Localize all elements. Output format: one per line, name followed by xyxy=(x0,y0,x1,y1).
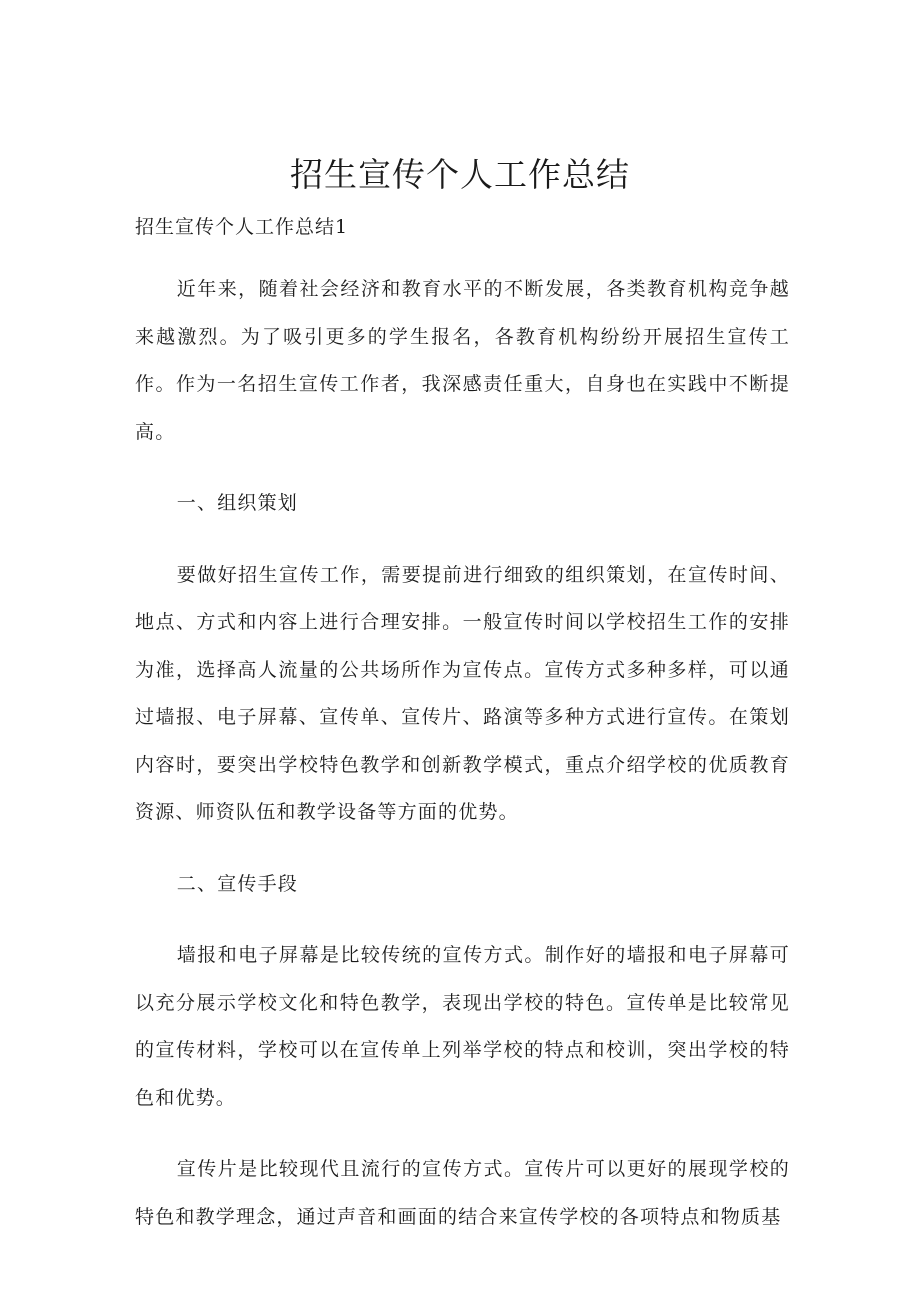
paragraph-methods-traditional: 墙报和电子屏幕是比较传统的宣传方式。制作好的墙报和电子屏幕可以充分展示学校文化和特色教学，表现出学校的特色。宣传单是比较常见的宣传材料，学校可以在宣传单上列举学校的特点和校训，突出学校的特色和优势。 xyxy=(135,944,790,1109)
paragraph-methods-video: 宣传片是比较现代且流行的宣传方式。宣传片可以更好的展现学校的特色和教学理念，通过声音和画面的结合来宣传学校的各项特点和物质基 xyxy=(135,1158,790,1228)
paragraph-planning: 要做好招生宣传工作，需要提前进行细致的组织策划，在宣传时间、地点、方式和内容上进行合理安排。一般宣传时间以学校招生工作的安排为准，选择高人流量的公共场所作为宣传点。宣传方式多种多样，可以通过墙报、电子屏幕、宣传单、宣传片、路演等多种方式进行宣传。在策划内容时，要突出学校特色教学和创新教学模式，重点介绍学校的优质教育资源、师资队伍和教学设备等方面的优势。 xyxy=(135,563,790,823)
paragraph-intro: 近年来，随着社会经济和教育水平的不断发展，各类教育机构竞争越来越激烈。为了吸引更多的学生报名，各教育机构纷纷开展招生宣传工作。作为一名招生宣传工作者，我深感责任重大，自身也在实践中不断提高。 xyxy=(135,278,790,443)
section-heading-planning: 一、组织策划 xyxy=(176,492,298,514)
document-body xyxy=(135,266,790,1265)
section-heading-methods: 二、宣传手段 xyxy=(176,872,298,895)
document-subtitle: 招生宣传个人工作总结1 xyxy=(135,216,349,238)
document-title: 招生宣传个人工作总结 xyxy=(290,155,630,194)
